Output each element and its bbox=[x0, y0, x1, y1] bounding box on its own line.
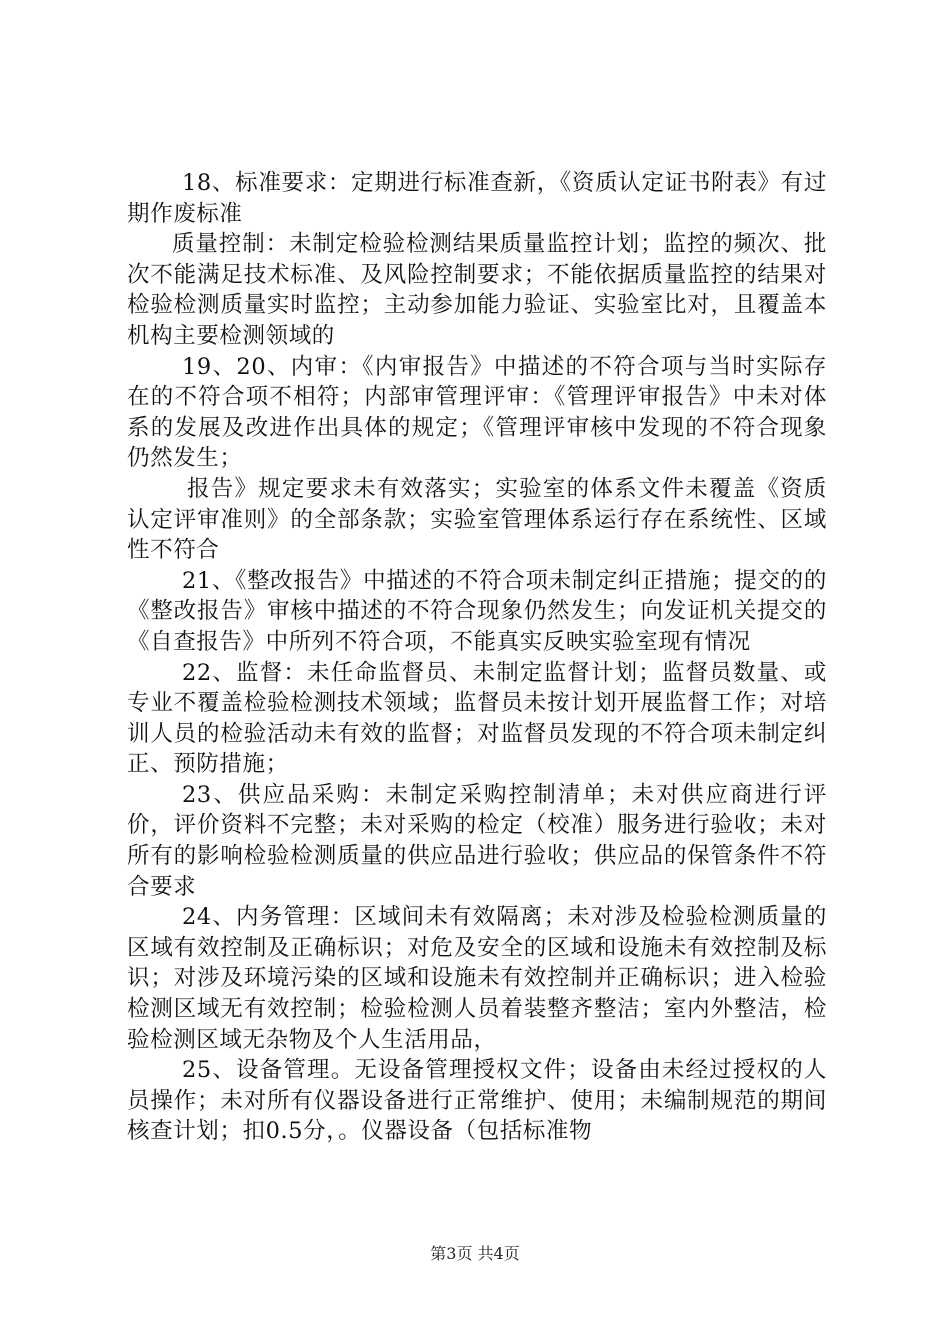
paragraph-24-internal-affairs: 24、内务管理：区域间未有效隔离；未对涉及检验检测质量的区域有效控制及正确标识；对危及安全的区域和设施未有效控制及标识；对涉及环境污染的区域和设施未有效控制并正确标识；进入检验检测区域无有效控制；检验检测人员着装整齐整洁；室内外整洁，检验检测区域无杂物及个人生活用品， bbox=[127, 904, 827, 1053]
document-body bbox=[127, 168, 827, 1147]
paragraph-18-standard-requirements: 18、标准要求：定期进行标准查新，《资质认定证书附表》有过期作废标准 bbox=[127, 170, 827, 227]
paragraph-19-20-internal-audit: 19、20、内审：《内审报告》中描述的不符合项与当时实际存在的不符合项不相符；内部审管理评审：《管理评审报告》中未对体系的发展及改进作出具体的规定；《管理评审核中发现的不符合现象仍然发生； bbox=[127, 353, 827, 472]
paragraph-23-supply-procurement: 23、供应品采购：未制定采购控制清单；未对供应商进行评价，评价资料不完整；未对采购的检定（校准）服务进行验收；未对所有的影响检验检测质量的供应品进行验收；供应品的保管条件不符合要求 bbox=[127, 781, 827, 900]
paragraph-22-supervision: 22、监督：未任命监督员、未制定监督计划；监督员数量、或专业不覆盖检验检测技术领域；监督员未按计划开展监督工作；对培训人员的检验活动未有效的监督；对监督员发现的不符合项未制定纠正、预防措施； bbox=[127, 659, 827, 778]
paragraph-quality-control: 质量控制：未制定检验检测结果质量监控计划；监控的频次、批次不能满足技术标准、及风险控制要求；不能依据质量监控的结果对检验检测质量实时监控；主动参加能力验证、实验室比对，且覆盖本机构主要检测领域的 bbox=[127, 231, 827, 349]
paragraph-21-rectification-report: 21、《整改报告》中描述的不符合项未制定纠正措施；提交的的《整改报告》审核中描述的不符合现象仍然发生；向发证机关提交的《自查报告》中所列不符合项，不能真实反映实验室现有情况 bbox=[127, 567, 827, 655]
paragraph-25-equipment-management: 25、设备管理。无设备管理授权文件；设备由未经过授权的人员操作；未对所有仪器设备进行正常维护、使用；未编制规范的期间核查计划；扣0.5分，。仪器设备（包括标准物 bbox=[127, 1057, 827, 1145]
page-footer: 第3页 共4页 bbox=[430, 1244, 520, 1263]
paragraph-report-requirements: 报告》规定要求未有效落实；实验室的体系文件未覆盖《资质认定评审准则》的全部条款；实验室管理体系运行存在系统性、区域性不符合 bbox=[127, 475, 827, 564]
